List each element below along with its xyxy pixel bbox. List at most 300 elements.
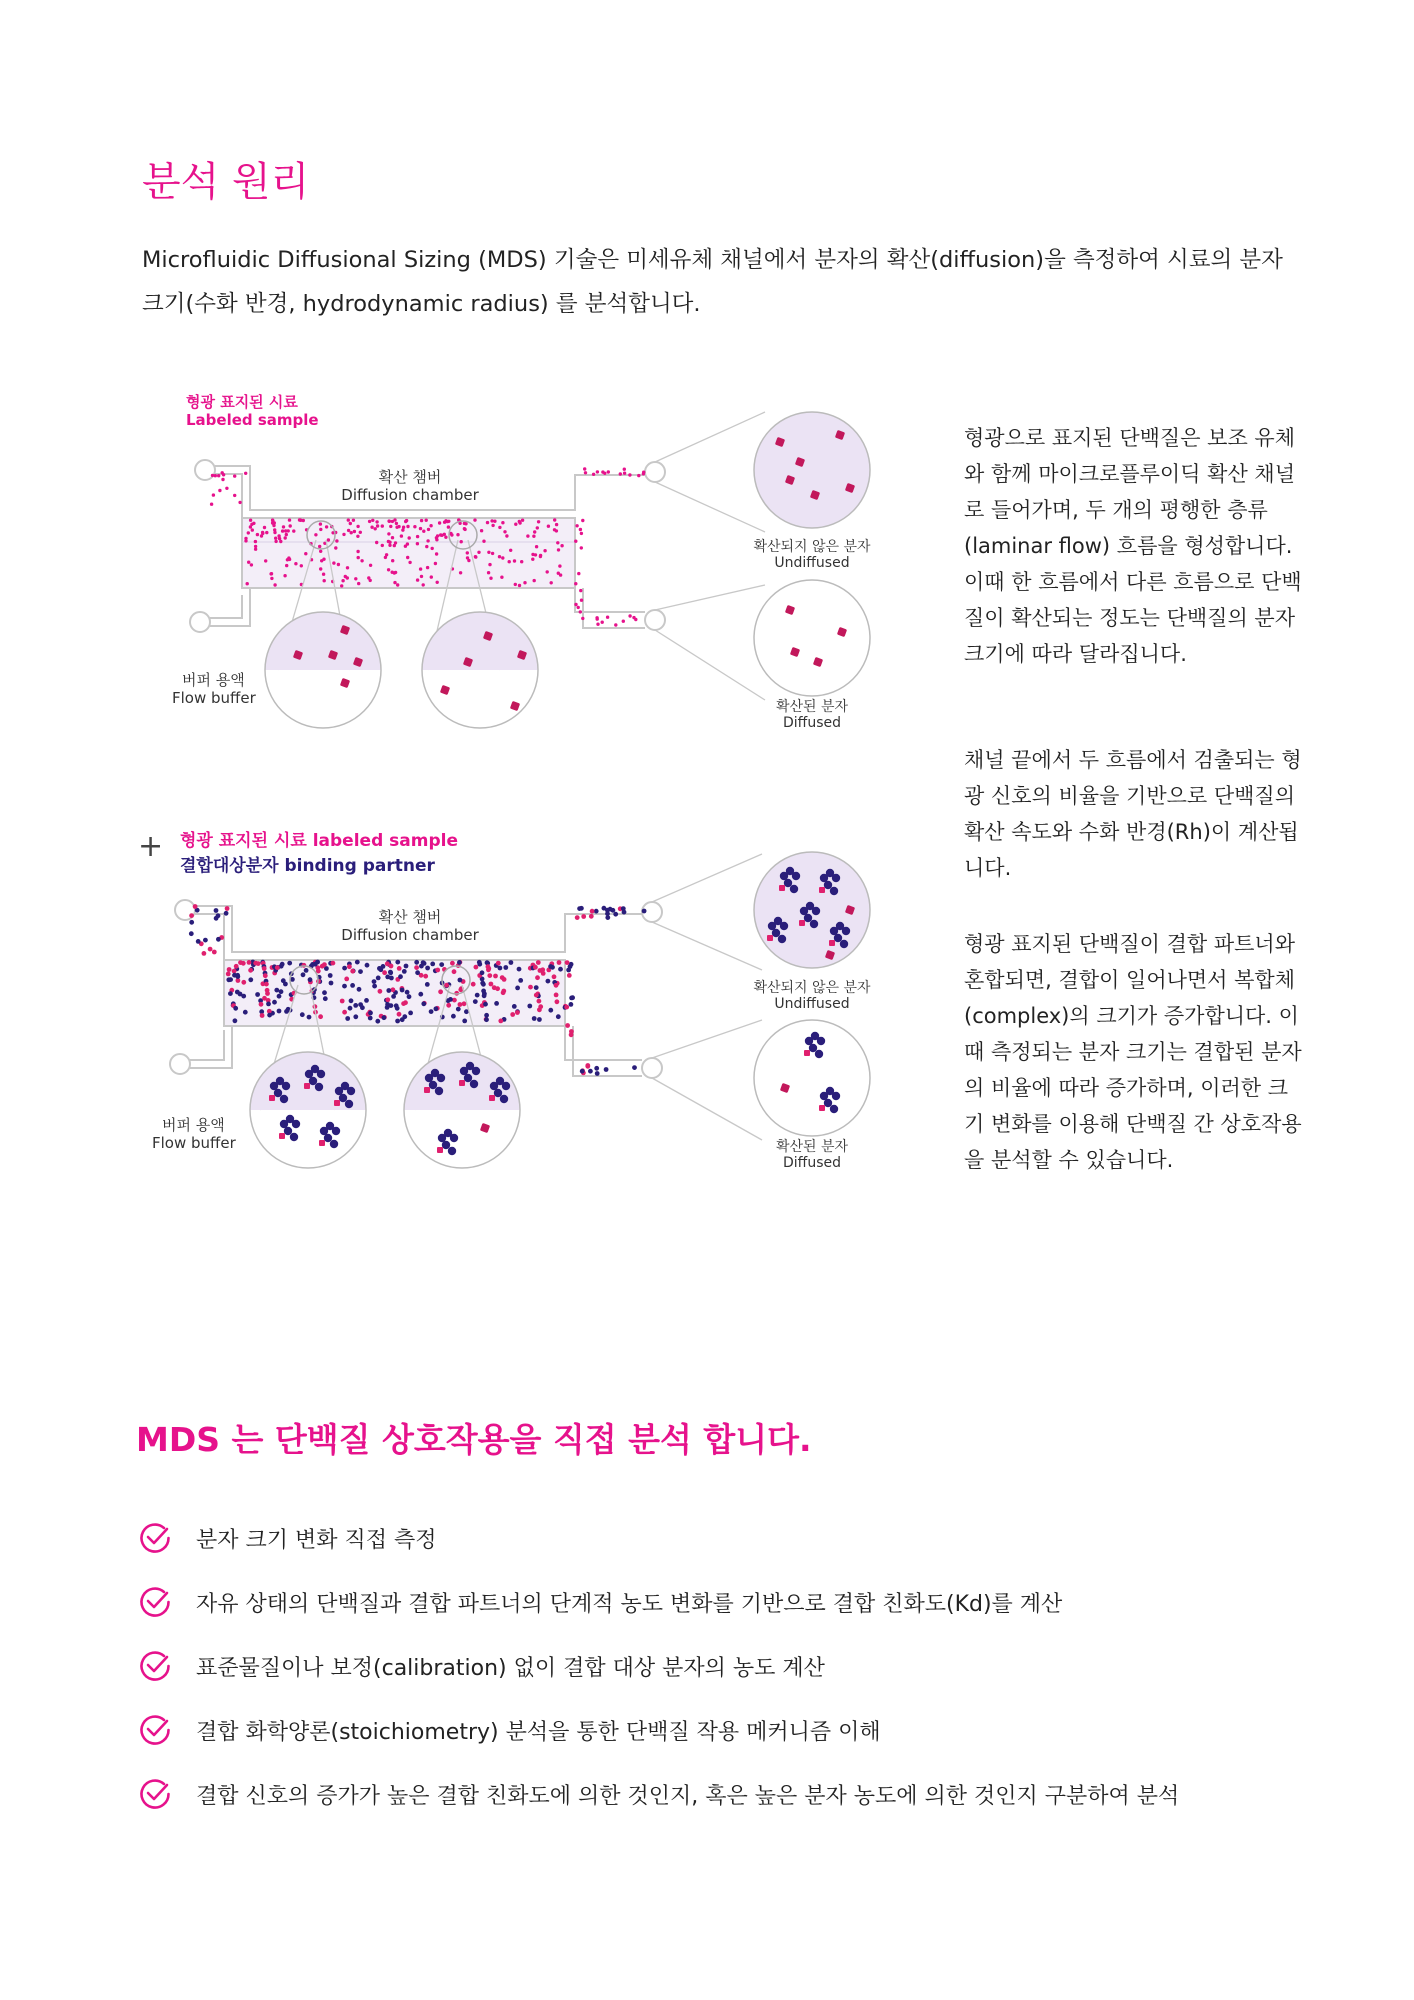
molecule-dot xyxy=(382,1015,387,1020)
molecule-dot xyxy=(435,538,438,541)
molecule-dot xyxy=(421,1001,426,1006)
molecule-dot xyxy=(474,555,477,558)
molecule-dot xyxy=(614,623,617,626)
molecule-dot xyxy=(322,573,325,576)
molecule-dot xyxy=(335,539,338,542)
molecule-dot xyxy=(552,974,557,979)
molecule-dot xyxy=(594,1066,599,1071)
molecule-dot xyxy=(493,974,498,979)
molecule-dot xyxy=(642,472,645,475)
molecule-dot xyxy=(328,973,333,978)
d1-undiffused-en: Undiffused xyxy=(774,555,850,571)
molecule-dot xyxy=(608,907,613,912)
molecule-dot xyxy=(466,556,469,559)
molecule-dot xyxy=(532,1016,537,1021)
molecule-dot xyxy=(493,520,496,523)
molecule-dot xyxy=(342,533,345,536)
d2-buffer-en: Flow buffer xyxy=(152,1134,236,1152)
molecule-dot xyxy=(501,990,506,995)
molecule-dot xyxy=(546,979,551,984)
molecule-dot xyxy=(391,994,396,999)
molecule-dot xyxy=(353,530,356,533)
molecule-dot xyxy=(482,540,485,543)
molecule-dot xyxy=(284,1009,289,1014)
molecule-dot xyxy=(473,518,476,521)
molecule-dot xyxy=(394,541,397,544)
d1-chamber-kr: 확산 챔버 xyxy=(378,468,442,486)
molecule-dot xyxy=(372,984,377,989)
molecule-dot xyxy=(628,614,631,617)
molecule-dot xyxy=(537,999,542,1004)
molecule-dot xyxy=(211,474,214,477)
molecule-dot xyxy=(482,993,487,998)
molecule-dot xyxy=(325,525,328,528)
benefit-list xyxy=(138,1506,1338,1826)
molecule-dot xyxy=(427,528,430,531)
molecule-dot xyxy=(532,535,535,538)
molecule-dot xyxy=(577,572,580,575)
molecule-dot xyxy=(234,964,239,969)
molecule-dot xyxy=(377,966,382,971)
molecule-dot xyxy=(264,559,267,562)
molecule-dot xyxy=(375,541,378,544)
molecule-dot xyxy=(534,993,539,998)
molecule-dot xyxy=(515,986,520,991)
molecule-dot xyxy=(388,970,393,975)
check-circle-icon xyxy=(138,1777,172,1811)
molecule-dot xyxy=(514,523,517,526)
section-title-benefits: MDS 는 단백질 상호작용을 직접 분석 합니다. xyxy=(136,1420,812,1459)
molecule-dot xyxy=(393,518,396,521)
molecule-dot xyxy=(265,991,270,996)
molecule-dot xyxy=(569,1029,574,1034)
molecule-dot xyxy=(594,909,599,914)
molecule-dot xyxy=(583,467,586,470)
molecule-dot xyxy=(458,978,463,983)
molecule-dot xyxy=(395,522,398,525)
molecule-dot xyxy=(376,524,379,527)
molecule-dot xyxy=(596,623,599,626)
molecule-dot xyxy=(216,937,221,942)
molecule-dot xyxy=(421,960,426,965)
molecule-dot xyxy=(520,560,523,563)
molecule-dot xyxy=(426,566,429,569)
molecule-dot xyxy=(227,967,232,972)
molecule-dot xyxy=(565,1023,570,1028)
molecule-dot xyxy=(434,562,437,565)
molecule-dot xyxy=(307,1015,312,1020)
d1-undiffused-kr: 확산되지 않은 분자 xyxy=(753,539,871,555)
molecule-dot xyxy=(318,1014,323,1019)
molecule-dot xyxy=(274,540,277,543)
molecule-dot xyxy=(425,519,428,522)
molecule-dot xyxy=(498,526,501,529)
molecule-dot xyxy=(579,528,582,531)
molecule-dot xyxy=(527,1004,532,1009)
molecule-dot xyxy=(357,556,360,559)
molecule-dot xyxy=(292,529,295,532)
intro-paragraph: Microfluidic Diffusional Sizing (MDS) 기술은 미세유체 채널에서 분자의 확산(diffusion)을 측정하여 시료의 분자 크기(수화 반경, hydrodynamic radius) 를 분석합니다. xyxy=(142,247,1283,317)
molecule-dot xyxy=(488,563,491,566)
molecule-dot xyxy=(300,564,303,567)
molecule-dot xyxy=(264,982,269,987)
molecule-dot xyxy=(407,994,412,999)
molecule-dot xyxy=(543,549,546,552)
molecule-dot xyxy=(322,962,327,967)
molecule-dot xyxy=(266,1002,271,1007)
molecule-dot xyxy=(249,519,252,522)
molecule-dot xyxy=(425,545,428,548)
molecule-dot xyxy=(444,983,449,988)
molecule-dot xyxy=(580,1069,585,1074)
molecule-dot xyxy=(250,563,253,566)
molecule-dot xyxy=(270,577,273,580)
molecule-dot xyxy=(434,1006,439,1011)
molecule-dot xyxy=(391,987,396,992)
molecule-dot xyxy=(533,965,538,970)
molecule-dot xyxy=(514,583,517,586)
molecule-dot xyxy=(632,1065,637,1070)
molecule-dot xyxy=(356,535,359,538)
molecule-dot xyxy=(422,583,425,586)
molecule-dot xyxy=(402,969,407,974)
molecule-dot xyxy=(254,545,257,548)
d1-buffer-en: Flow buffer xyxy=(172,689,256,707)
molecule-dot xyxy=(567,973,572,978)
molecule-dot xyxy=(210,503,213,506)
molecule-dot xyxy=(337,563,340,566)
molecule-dot xyxy=(342,984,347,989)
side-paragraph-1: 형광으로 표지된 단백질은 보조 유체와 함께 마이크로플루이딕 확산 채널로 들어가며, 두 개의 평행한 층류(laminar flow) 흐름을 형성합니다. 이때 한 흐름에서 다른 흐름으로 단백질이 확산되는 정도는 단백질의 분자 크기에 따라 달라집니다. xyxy=(964,426,1302,666)
molecule-dot xyxy=(394,571,397,574)
molecule-dot xyxy=(496,961,501,966)
molecule-dot xyxy=(413,525,416,528)
list-item xyxy=(138,1506,1338,1570)
molecule-dot xyxy=(279,989,284,994)
check-circle-icon xyxy=(138,1649,172,1683)
molecule-dot xyxy=(518,520,521,523)
molecule-dot xyxy=(391,571,394,574)
molecule-dot xyxy=(376,976,381,981)
molecule-dot xyxy=(431,547,434,550)
molecule-dot xyxy=(283,574,286,577)
molecule-dot xyxy=(329,981,334,986)
molecule-dot xyxy=(595,616,598,619)
list-item xyxy=(138,1570,1338,1634)
molecule-dot xyxy=(505,534,508,537)
molecule-dot xyxy=(642,909,647,914)
molecule-dot xyxy=(501,556,504,559)
molecule-dot xyxy=(438,989,443,994)
check-circle-icon xyxy=(138,1585,172,1619)
molecule-dot xyxy=(425,982,430,987)
molecule-dot xyxy=(202,951,207,956)
list-item-text: 결합 화학양론(stoichiometry) 분석을 통한 단백질 작용 메커니즘 이해 xyxy=(196,1719,881,1745)
molecule-dot xyxy=(216,913,221,918)
molecule-dot xyxy=(477,551,480,554)
molecule-dot xyxy=(254,540,257,543)
molecule-dot xyxy=(406,556,409,559)
molecule-dot xyxy=(350,983,355,988)
molecule-dot xyxy=(368,520,371,523)
molecule-dot xyxy=(416,542,419,545)
molecule-dot xyxy=(526,534,529,537)
molecule-dot xyxy=(389,976,394,981)
molecule-dot xyxy=(348,1006,353,1011)
molecule-dot xyxy=(282,525,285,528)
molecule-dot xyxy=(381,524,384,527)
molecule-dot xyxy=(564,1005,569,1010)
molecule-dot xyxy=(425,966,430,971)
molecule-dot xyxy=(256,533,259,536)
diagram-1 xyxy=(172,393,871,731)
molecule-dot xyxy=(294,562,297,565)
molecule-dot xyxy=(273,531,276,534)
molecule-dot xyxy=(261,531,264,534)
molecule-dot xyxy=(232,969,237,974)
molecule-dot xyxy=(533,579,536,582)
molecule-dot xyxy=(509,960,514,965)
molecule-dot xyxy=(579,610,582,613)
molecule-dot xyxy=(539,555,542,558)
molecule-dot xyxy=(288,518,291,521)
molecule-dot xyxy=(319,567,322,570)
molecule-dot xyxy=(246,582,249,585)
molecule-dot xyxy=(340,584,343,587)
molecule-dot xyxy=(318,545,321,548)
molecule-dot xyxy=(384,556,387,559)
molecule-dot xyxy=(247,960,252,965)
molecule-dot xyxy=(393,581,396,584)
molecule-dot xyxy=(221,471,224,474)
molecule-dot xyxy=(367,576,370,579)
molecule-dot xyxy=(546,570,549,573)
molecule-dot xyxy=(340,999,345,1004)
molecule-dot xyxy=(334,546,337,549)
molecule-dot xyxy=(621,906,626,911)
molecule-dot xyxy=(280,962,285,967)
molecule-dot xyxy=(353,1014,358,1019)
molecule-dot xyxy=(623,468,626,471)
section-title-principle: 분석 원리 xyxy=(142,159,310,205)
molecule-dot xyxy=(378,989,383,994)
molecule-dot xyxy=(350,531,353,534)
molecule-dot xyxy=(369,564,372,567)
molecule-dot xyxy=(406,525,409,528)
molecule-dot xyxy=(244,537,247,540)
list-item-text: 자유 상태의 단백질과 결합 파트너의 단계적 농도 변화를 기반으로 결합 친화도(Kd)를 계산 xyxy=(196,1591,1063,1617)
molecule-dot xyxy=(323,996,328,1001)
molecule-dot xyxy=(435,552,438,555)
molecule-dot xyxy=(486,521,489,524)
molecule-dot xyxy=(554,983,559,988)
molecule-dot xyxy=(370,526,373,529)
molecule-dot xyxy=(212,950,217,955)
molecule-dot xyxy=(498,555,501,558)
molecule-dot xyxy=(405,990,410,995)
d1-zoom-bubble-left xyxy=(265,612,381,728)
molecule-dot xyxy=(595,1071,600,1076)
list-item xyxy=(138,1698,1338,1762)
molecule-dot xyxy=(518,978,523,983)
molecule-dot xyxy=(460,540,463,543)
molecule-dot xyxy=(389,525,392,528)
molecule-dot xyxy=(247,561,250,564)
molecule-dot xyxy=(419,567,422,570)
molecule-dot xyxy=(579,906,584,911)
molecule-dot xyxy=(558,564,561,567)
molecule-dot xyxy=(414,960,419,965)
molecule-dot xyxy=(304,968,309,973)
molecule-dot xyxy=(400,534,403,537)
molecule-dot xyxy=(225,487,228,490)
molecule-dot xyxy=(398,974,403,979)
molecule-dot xyxy=(217,474,220,477)
molecule-dot xyxy=(444,536,447,539)
molecule-dot xyxy=(381,544,384,547)
molecule-dot xyxy=(233,474,236,477)
molecule-dot xyxy=(387,532,390,535)
d2-buffer-kr: 버퍼 용액 xyxy=(162,1116,225,1134)
molecule-dot xyxy=(509,549,512,552)
molecule-dot xyxy=(510,1012,515,1017)
molecule-dot xyxy=(356,525,359,528)
molecule-dot xyxy=(559,573,562,576)
molecule-dot xyxy=(279,540,282,543)
molecule-dot xyxy=(372,979,377,984)
molecule-dot xyxy=(581,617,584,620)
molecule-dot xyxy=(556,1014,561,1019)
molecule-dot xyxy=(196,939,201,944)
molecule-dot xyxy=(358,969,363,974)
molecule-dot xyxy=(569,1002,574,1007)
molecule-dot xyxy=(350,969,355,974)
molecule-dot xyxy=(531,553,534,556)
molecule-dot xyxy=(457,960,462,965)
molecule-dot xyxy=(557,960,562,965)
molecule-dot xyxy=(402,526,405,529)
molecule-dot xyxy=(247,531,250,534)
d2-chamber-en: Diffusion chamber xyxy=(341,926,479,944)
molecule-dot xyxy=(517,967,522,972)
molecule-dot xyxy=(418,992,423,997)
molecule-dot xyxy=(474,965,479,970)
molecule-dot xyxy=(637,474,640,477)
diagram-2 xyxy=(138,829,871,1171)
molecule-dot xyxy=(466,551,469,554)
molecule-dot xyxy=(574,540,577,543)
molecule-dot xyxy=(553,528,556,531)
molecule-dot xyxy=(304,552,307,555)
molecule-dot xyxy=(537,1017,542,1022)
molecule-dot xyxy=(396,583,399,586)
molecule-dot xyxy=(385,1002,390,1007)
molecule-dot xyxy=(388,520,391,523)
molecule-dot xyxy=(189,920,194,925)
d2-plus-sign: + xyxy=(138,829,164,864)
d1-diffused-bubble xyxy=(754,580,870,696)
d2-diffused-kr: 확산된 분자 xyxy=(775,1139,849,1155)
molecule-dot xyxy=(518,584,521,587)
molecule-dot xyxy=(492,985,497,990)
molecule-dot xyxy=(322,990,327,995)
molecule-dot xyxy=(349,522,352,525)
molecule-dot xyxy=(438,521,441,524)
molecule-dot xyxy=(287,556,290,559)
molecule-dot xyxy=(385,997,390,1002)
molecule-dot xyxy=(331,961,336,966)
molecule-dot xyxy=(420,575,423,578)
molecule-dot xyxy=(332,561,335,564)
molecule-dot xyxy=(250,523,253,526)
molecule-dot xyxy=(344,977,349,982)
molecule-dot xyxy=(342,1010,347,1015)
molecule-dot xyxy=(285,564,288,567)
molecule-dot xyxy=(502,977,507,982)
molecule-dot xyxy=(285,533,288,536)
molecule-dot xyxy=(371,519,374,522)
molecule-dot xyxy=(480,981,485,986)
molecule-dot xyxy=(577,606,580,609)
molecule-dot xyxy=(446,1003,451,1008)
molecule-dot xyxy=(357,987,362,992)
d2-zoom-bubble-left xyxy=(250,1052,366,1168)
d1-diffusion-chamber xyxy=(242,518,575,588)
molecule-dot xyxy=(274,988,279,993)
molecule-dot xyxy=(395,1019,400,1024)
molecule-dot xyxy=(439,533,442,536)
molecule-dot xyxy=(604,1067,609,1072)
molecule-dot xyxy=(555,523,558,526)
molecule-dot xyxy=(528,985,533,990)
molecule-dot xyxy=(605,911,610,916)
molecule-dot xyxy=(244,472,247,475)
molecule-dot xyxy=(523,581,526,584)
molecule-dot xyxy=(357,582,360,585)
molecule-dot xyxy=(400,988,405,993)
d1-buffer-kr: 버퍼 용액 xyxy=(182,671,245,689)
molecule-dot xyxy=(300,1012,305,1017)
molecule-dot xyxy=(484,1017,489,1022)
molecule-dot xyxy=(269,572,272,575)
d2-diffused-bubble xyxy=(754,1020,870,1136)
molecule-dot xyxy=(277,1009,282,1014)
molecule-dot xyxy=(275,965,280,970)
molecule-dot xyxy=(622,620,625,623)
molecule-dot xyxy=(408,1011,413,1016)
molecule-dot xyxy=(265,531,268,534)
molecule-dot xyxy=(416,535,419,538)
molecule-dot xyxy=(346,566,349,569)
molecule-dot xyxy=(241,961,246,966)
d1-sample-kr: 형광 표지된 시료 xyxy=(186,393,298,411)
molecule-dot xyxy=(375,1019,380,1024)
molecule-dot xyxy=(634,618,637,621)
molecule-dot xyxy=(439,962,444,967)
check-circle-icon xyxy=(138,1521,172,1555)
molecule-dot xyxy=(382,970,387,975)
list-item-text: 표준물질이나 보정(calibration) 없이 결합 대상 분자의 농도 계산 xyxy=(196,1655,825,1681)
molecule-dot xyxy=(486,967,491,972)
molecule-dot xyxy=(503,530,506,533)
molecule-dot xyxy=(422,530,425,533)
molecule-dot xyxy=(226,972,231,977)
molecule-dot xyxy=(426,539,429,542)
molecule-dot xyxy=(262,966,267,971)
molecule-dot xyxy=(248,977,253,982)
molecule-dot xyxy=(429,1009,434,1014)
molecule-dot xyxy=(368,1011,373,1016)
